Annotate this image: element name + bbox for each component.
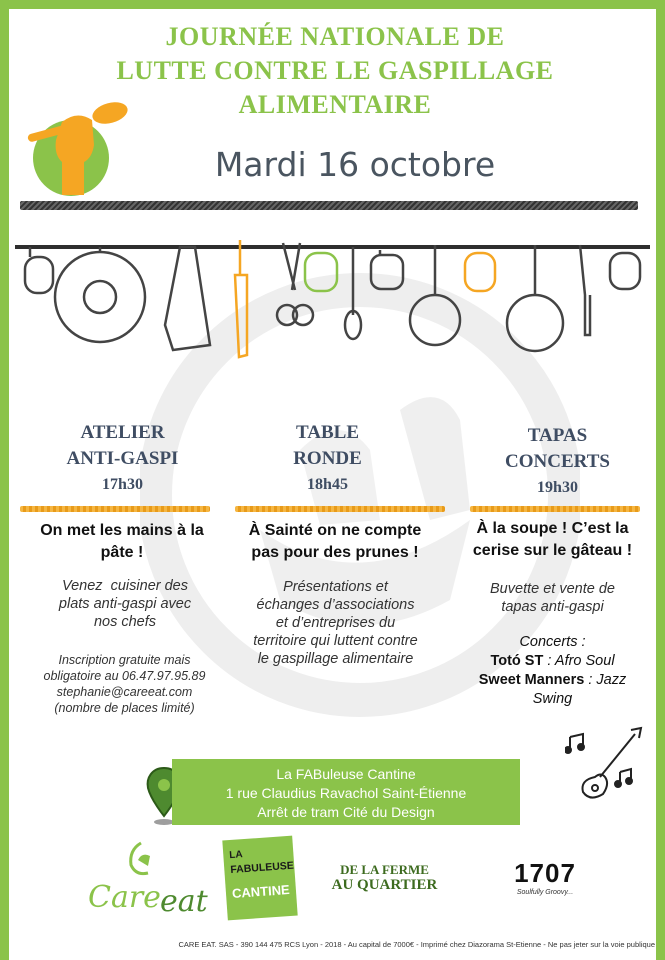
slogan-atelier: [22, 520, 222, 564]
col-atelier-time: 17h30: [102, 476, 143, 493]
separator-3: [470, 506, 640, 512]
col-tapas-header: [475, 423, 640, 501]
desc-tapas-line: tapas anti-gaspi: [501, 599, 604, 615]
careeat-icon: [126, 840, 156, 878]
ferme-line-2: AU QUARTIER: [331, 877, 438, 893]
col-table-time: 18h45: [307, 476, 348, 493]
info-phone: obligatoire au 06.47.97.95.89: [43, 669, 206, 683]
slogan-table: [230, 520, 440, 564]
address-box: [172, 759, 520, 825]
info-line: (nombre de places limité): [54, 701, 195, 715]
desc-atelier-line: plats anti-gaspi avec: [58, 596, 192, 612]
col-atelier-title-1: ATELIER: [80, 422, 165, 443]
title-line-3: ALIMENTAIRE: [238, 90, 432, 119]
careeat-logo: [88, 840, 208, 920]
artist-sweet-manners: Sweet Manners: [478, 672, 585, 688]
separator-1: [20, 506, 210, 512]
slogan-tapas-line-2: cerise sur le gâteau !: [472, 542, 633, 559]
1707-logo: [500, 858, 590, 896]
concerts-label: Concerts :: [519, 634, 586, 650]
hanging-rail: [20, 201, 638, 210]
genre-toto: : Afro Soul: [543, 653, 615, 669]
slogan-atelier-line-1: On met les mains à la: [40, 522, 204, 539]
address-street: 1 rue Claudius Ravachol Saint-Étienne: [225, 785, 467, 801]
title-line-1: JOURNÉE NATIONALE DE: [165, 22, 505, 51]
concerts-list: [460, 633, 645, 709]
desc-table-line: échanges d’associations: [256, 597, 415, 613]
col-tapas-title-2: CONCERTS: [505, 451, 610, 472]
desc-table-line: Présentations et: [283, 579, 388, 595]
fab-la: LA: [228, 849, 244, 862]
desc-table-line: et d’entreprises du: [275, 615, 396, 631]
desc-table-line: le gaspillage alimentaire: [257, 651, 414, 667]
ferme-line-1: DE LA FERME: [340, 862, 429, 877]
event-date: Mardi 16 octobre: [214, 145, 496, 184]
slogan-tapas-line-1: À la soupe ! C’est la: [476, 520, 629, 537]
desc-atelier-line: Venez cuisiner des: [61, 578, 188, 594]
desc-table: [228, 578, 443, 668]
separator-2: [235, 506, 445, 512]
info-atelier: [22, 652, 227, 716]
col-atelier-title-2: ANTI-GASPI: [66, 448, 179, 469]
col-tapas-time: 19h30: [537, 479, 578, 496]
guitar-music-icon: [565, 722, 645, 802]
logo-1707-number: 1707: [514, 858, 576, 888]
info-line: Inscription gratuite mais: [58, 653, 191, 667]
desc-tapas-line: Buvette et vente de: [490, 581, 615, 597]
fab-cantine: CANTINE: [231, 881, 291, 901]
col-atelier-header: [40, 420, 205, 498]
hand-spoon-icon: [22, 100, 132, 195]
slogan-atelier-line-2: pâte !: [100, 544, 144, 561]
hanging-utensils-illustration: [15, 235, 650, 365]
footer-legal: CARE EAT. SAS - 390 144 475 RCS Lyon - 2018 - Au capital de 7000€ - Imprimé chez Diazorama St-Etienne - Ne pas jeter sur la voie publique: [178, 940, 655, 949]
slogan-table-line-1: À Sainté on ne compte: [248, 522, 422, 539]
careeat-text-eat: eat: [160, 884, 208, 919]
col-tapas-title-1: TAPAS: [527, 425, 588, 446]
careeat-text-care: Care: [88, 880, 161, 915]
info-email: stephanie@careeat.com: [56, 685, 193, 699]
address-tram: Arrêt de tram Cité du Design: [257, 804, 435, 820]
address-venue: La FABuleuse Cantine: [276, 766, 416, 782]
genre-sweet-manners: : Jazz: [584, 672, 627, 688]
ferme-quartier-logo: [322, 862, 447, 894]
col-table-header: [245, 420, 410, 498]
title-line-2: LUTTE CONTRE LE GASPILLAGE: [116, 56, 554, 85]
desc-table-line: territoire qui luttent contre: [253, 633, 418, 649]
logo-1707-tagline: Soulfully Groovy...: [516, 889, 574, 896]
desc-atelier-line: nos chefs: [93, 614, 157, 630]
fab-fabuleuse: FABULEUSE: [229, 859, 295, 877]
desc-atelier: [25, 577, 225, 631]
event-title: [60, 20, 610, 122]
col-table-title-2: RONDE: [293, 448, 362, 469]
slogan-table-line-2: pas pour des prunes !: [251, 544, 419, 561]
genre-sweet-manners-2: Swing: [532, 691, 573, 707]
slogan-tapas: [455, 518, 650, 562]
artist-toto: Totó ST: [490, 653, 544, 669]
col-table-title-1: TABLE: [295, 422, 359, 443]
fabuleuse-cantine-logo: [222, 836, 297, 921]
desc-tapas: [460, 580, 645, 616]
